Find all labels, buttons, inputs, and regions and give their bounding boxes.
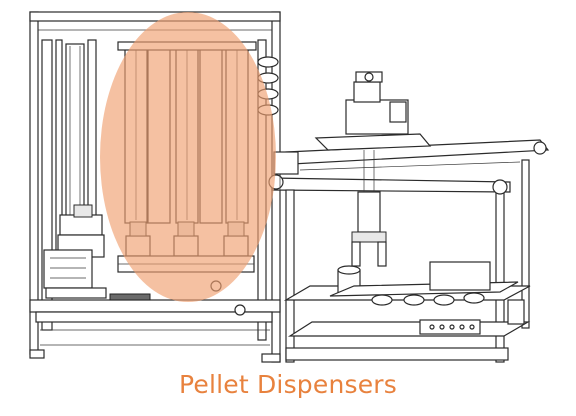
pellet-dispensers-highlight	[100, 12, 276, 302]
right-table-frame	[269, 72, 548, 362]
figure-caption: Pellet Dispensers	[178, 370, 397, 399]
